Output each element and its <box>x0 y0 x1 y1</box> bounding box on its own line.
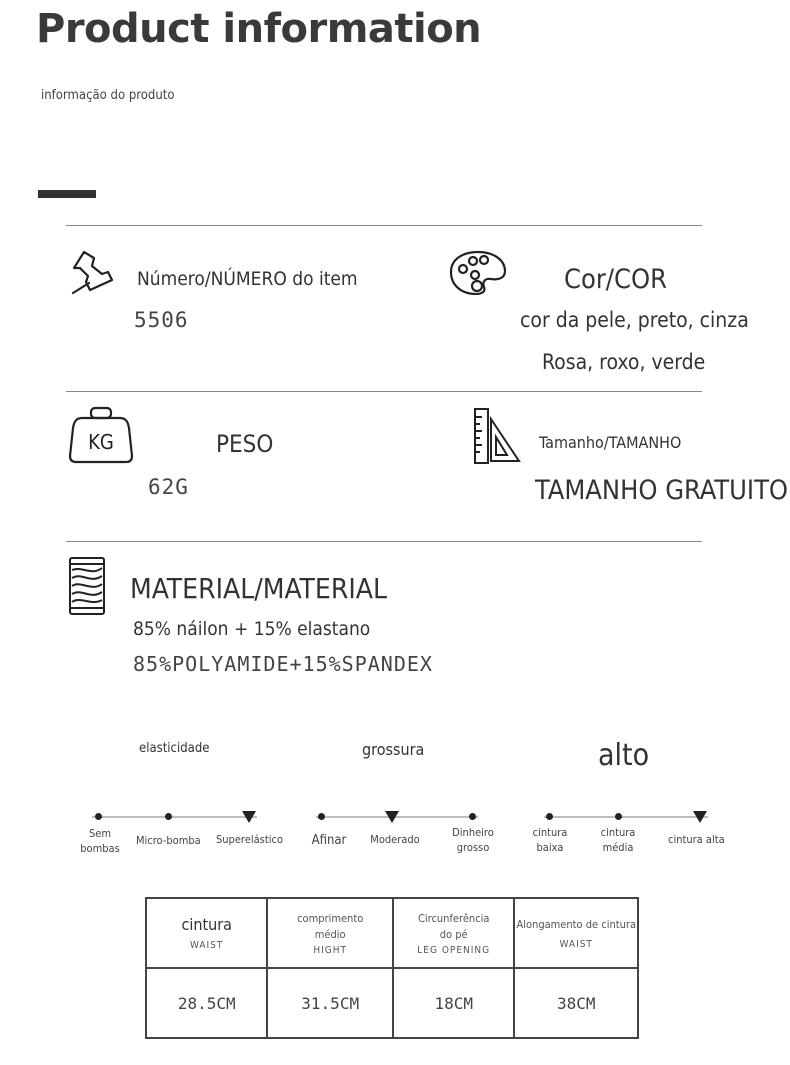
table-cell: 38CM <box>514 968 638 1038</box>
svg-text:KG: KG <box>88 430 114 454</box>
color-label: Cor/COR <box>564 264 667 295</box>
item-number-label: Número/NÚMERO do item <box>137 268 358 290</box>
scale-dot <box>615 813 622 820</box>
elasticity-scale-track <box>92 816 257 818</box>
fabric-roll-icon <box>68 556 106 616</box>
thickness-title: grossura <box>362 740 425 759</box>
table-header-cell: Circunferência do pé LEG OPENING <box>393 898 515 968</box>
accent-bar <box>38 190 96 198</box>
divider <box>66 541 702 542</box>
size-table <box>145 897 639 1039</box>
divider <box>66 391 702 392</box>
material-line2: 85%POLYAMIDE+15%SPANDEX <box>133 652 433 676</box>
page-title: Product information <box>36 6 482 52</box>
thickness-tick-label: Moderado <box>370 833 420 846</box>
size-value: TAMANHO GRATUITO <box>535 475 789 506</box>
item-number-value: 5506 <box>134 308 189 332</box>
weight-label: PESO <box>216 430 274 458</box>
table-header-cell: cintura WAIST <box>146 898 267 968</box>
size-label: Tamanho/TAMANHO <box>539 433 682 452</box>
scale-dot <box>318 813 325 820</box>
table-header-row <box>146 898 638 968</box>
table-row <box>146 968 638 1038</box>
table-cell: 18CM <box>393 968 515 1038</box>
rise-tick-label: cintura alta <box>668 833 725 846</box>
kg-weight-icon <box>68 406 134 464</box>
thickness-selected-marker <box>385 811 399 823</box>
table-header-cell: comprimento médio HIGHT <box>267 898 392 968</box>
scale-dot <box>165 813 172 820</box>
rise-scale-track <box>544 816 708 818</box>
rise-title: alto <box>598 738 650 773</box>
elasticity-tick-label: Superelástico <box>216 833 283 846</box>
table-cell: 28.5CM <box>146 968 267 1038</box>
elasticity-tick-label: Sem bombas <box>80 827 120 855</box>
material-line1: 85% náilon + 15% elastano <box>133 618 371 640</box>
material-label: MATERIAL/MATERIAL <box>130 572 388 605</box>
elasticity-title: elasticidade <box>139 741 210 756</box>
rise-tick-label: cintura média <box>600 826 636 854</box>
elasticity-selected-marker <box>242 811 256 823</box>
table-header-cell: Alongamento de cintura WAIST <box>514 898 638 968</box>
page-subtitle: informação do produto <box>41 88 175 103</box>
ruler-triangle-icon <box>473 407 523 465</box>
elasticity-tick-label: Micro-bomba <box>136 834 201 847</box>
scale-dot <box>546 813 553 820</box>
rise-selected-marker <box>693 811 707 823</box>
table-cell: 31.5CM <box>267 968 392 1038</box>
rise-tick-label: cintura baixa <box>532 826 568 854</box>
thickness-tick-label: Afinar <box>311 833 347 848</box>
scale-dot <box>469 813 476 820</box>
weight-value: 62G <box>148 475 189 499</box>
palette-icon <box>449 249 507 295</box>
color-options-line1: cor da pele, preto, cinza <box>520 308 749 332</box>
divider <box>66 225 702 226</box>
thickness-tick-label: Dinheiro grosso <box>452 826 494 854</box>
color-options-line2: Rosa, roxo, verde <box>542 350 706 374</box>
scale-dot <box>95 813 102 820</box>
pushpin-icon <box>68 246 118 296</box>
